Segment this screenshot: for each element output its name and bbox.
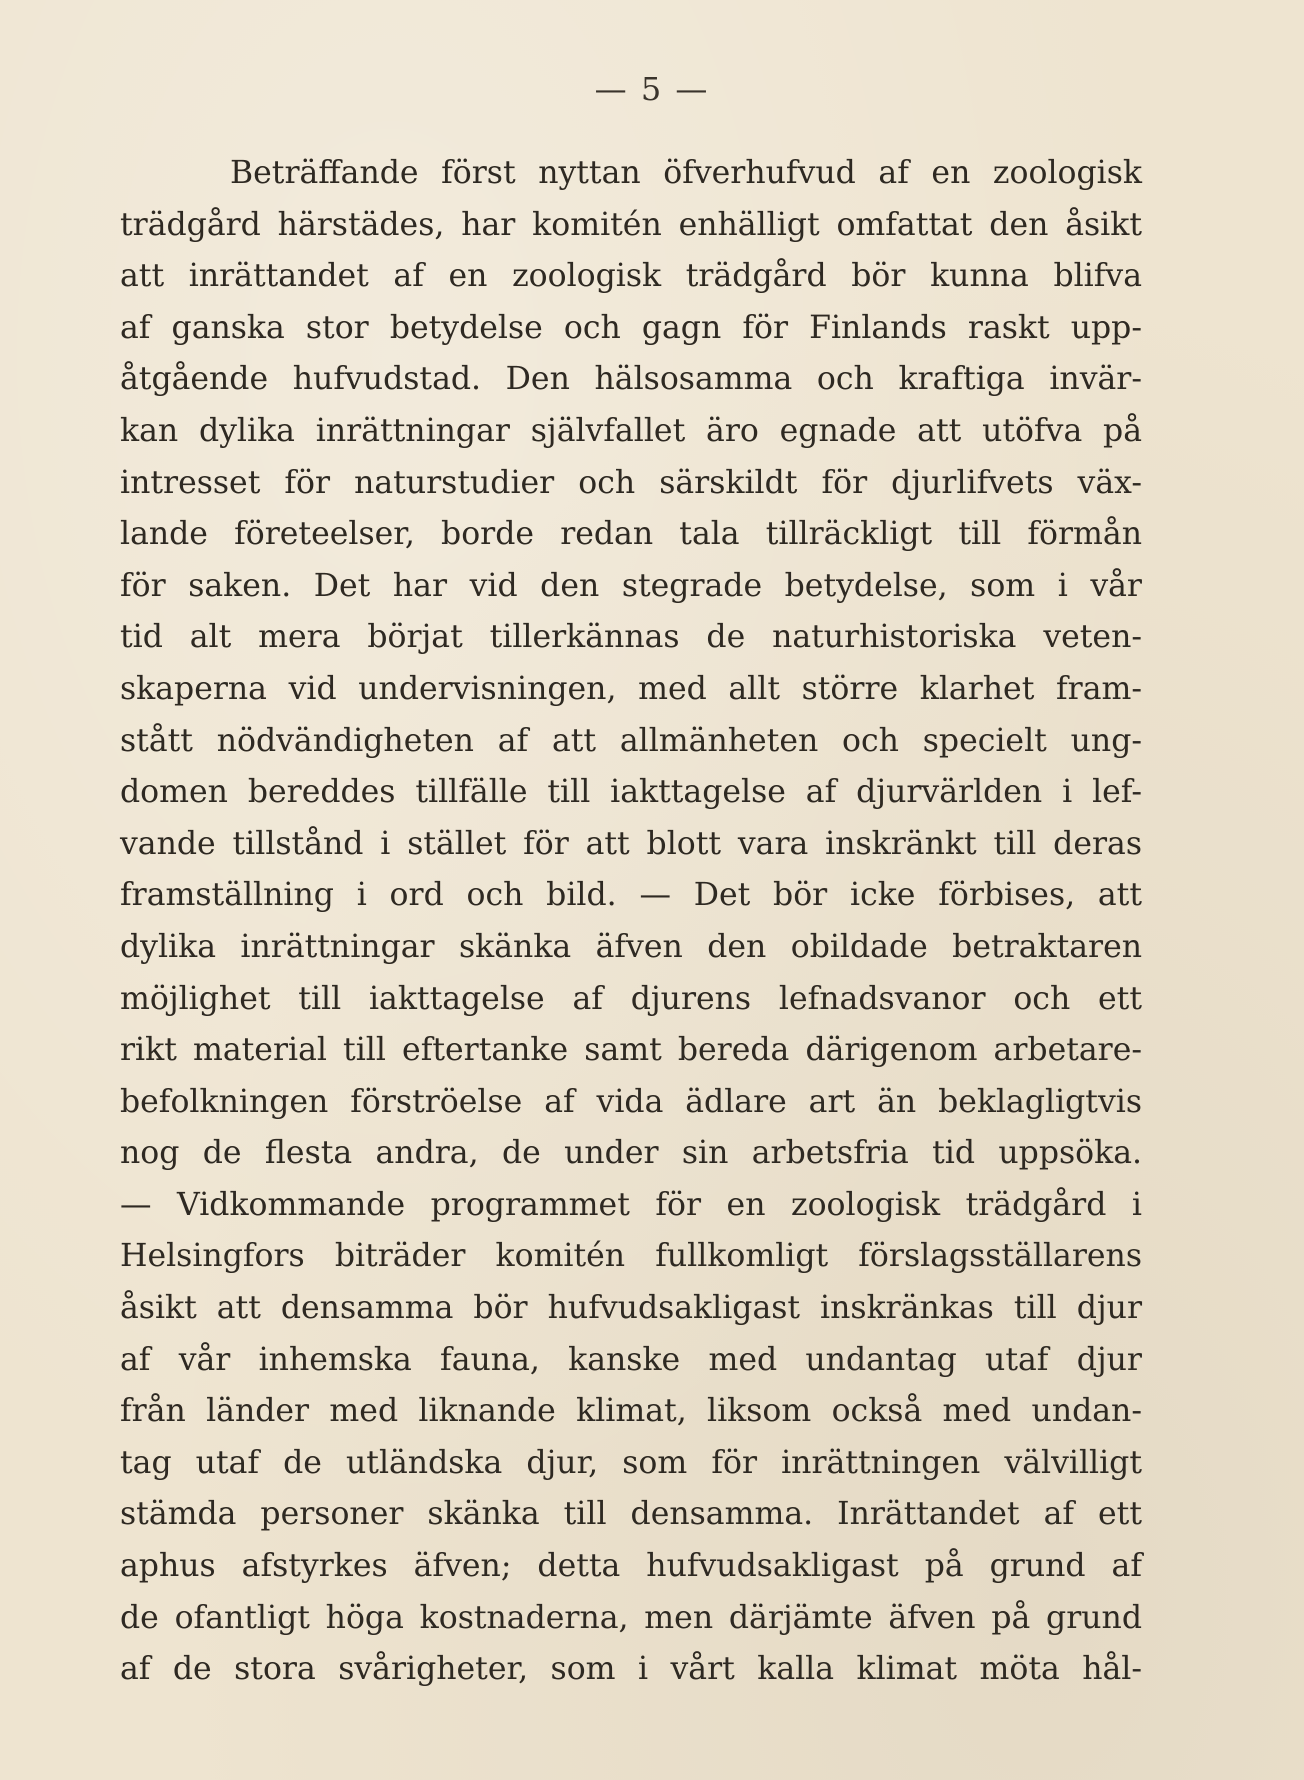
text-line-18: rikt material till eftertanke samt bereda därigenom arbetare- <box>120 1032 1142 1069</box>
text-line-25: från länder med liknande klimat, liksom också med undan- <box>120 1393 1142 1430</box>
body-text <box>120 148 1142 1696</box>
text-line-7: intresset för naturstudier och särskildt för djurlifvets väx- <box>120 464 1142 501</box>
text-line-27: stämda personer skänka till densamma. Inrättandet af ett <box>120 1496 1142 1533</box>
text-line-9: för saken. Det har vid den stegrade betydelse, som i vår <box>120 567 1142 604</box>
page-number: — 5 — <box>594 70 710 108</box>
text-line-1: Beträffande först nyttan öfverhufvud af en zoologisk <box>230 155 1142 191</box>
text-line-8: lande företeelser, borde redan tala tillräckligt till förmån <box>120 516 1142 553</box>
text-line-6: kan dylika inrättningar självfallet äro egnade att utöfva på <box>120 412 1142 449</box>
text-line-11: skaperna vid undervisningen, med allt större klarhet fram- <box>120 670 1142 707</box>
text-line-20: nog de flesta andra, de under sin arbetsfria tid uppsöka. <box>120 1135 1142 1172</box>
text-line-16: dylika inrättningar skänka äfven den obildade betraktaren <box>120 928 1142 965</box>
text-line-19: befolkningen förströelse af vida ädlare art än beklagligtvis <box>120 1083 1142 1120</box>
text-line-21: — Vidkommande programmet för en zoologisk trädgård i <box>120 1186 1142 1223</box>
text-line-14: vande tillstånd i stället för att blott vara inskränkt till deras <box>120 825 1142 862</box>
text-line-12: stått nödvändigheten af att allmänheten och specielt ung- <box>120 722 1142 759</box>
text-line-28: aphus afstyrkes äfven; detta hufvudsakligast på grund af <box>120 1548 1142 1585</box>
text-line-17: möjlighet till iakttagelse af djurens lefnadsvanor och ett <box>120 980 1142 1017</box>
text-line-24: af vår inhemska fauna, kanske med undantag utaf djur <box>120 1341 1142 1378</box>
text-line-29: de ofantligt höga kostnaderna, men därjämte äfven på grund <box>120 1599 1142 1636</box>
text-line-26: tag utaf de utländska djur, som för inrättningen välvilligt <box>120 1444 1142 1481</box>
text-line-4: af ganska stor betydelse och gagn för Finlands raskt upp- <box>120 309 1142 346</box>
text-line-13: domen bereddes tillfälle till iakttagelse af djurvärlden i lef- <box>120 774 1142 811</box>
text-line-5: åtgående hufvudstad. Den hälsosamma och kraftiga invär- <box>120 361 1142 398</box>
text-line-15: framställning i ord och bild. — Det bör icke förbises, att <box>120 877 1142 914</box>
text-line-22: Helsingfors biträder komitén fullkomligt förslagsställarens <box>120 1238 1142 1275</box>
text-line-23: åsikt att densamma bör hufvudsakligast inskränkas till djur <box>120 1290 1142 1327</box>
text-line-10: tid alt mera börjat tillerkännas de naturhistoriska veten- <box>120 619 1142 656</box>
text-line-30: af de stora svårigheter, som i vårt kalla klimat möta hål- <box>120 1651 1142 1688</box>
text-line-3: att inrättandet af en zoologisk trädgård bör kunna blifva <box>120 258 1142 295</box>
text-line-2: trädgård härstädes, har komitén enhälligt omfattat den åsikt <box>120 206 1142 243</box>
